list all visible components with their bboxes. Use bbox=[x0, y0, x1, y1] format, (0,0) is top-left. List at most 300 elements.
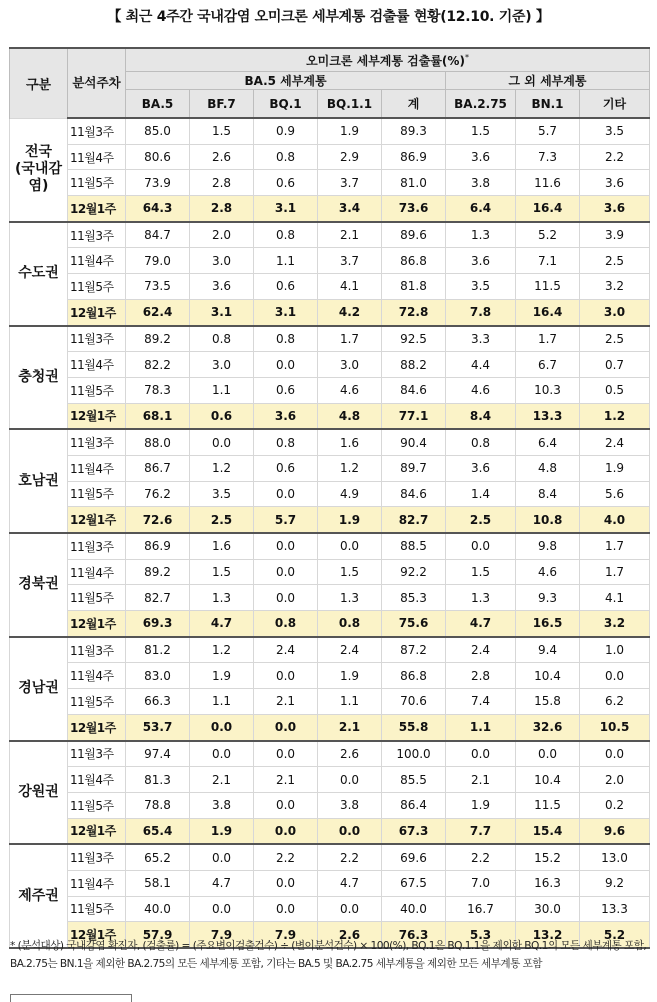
footnote: * (분석대상) 국내감염 확진자, (검출률) = (주요변이검출건수) ÷ (변이분석건수) × 100(%), BQ.1은 BQ.1.1을 제외한 BQ.1의 모든 세부계통 포함, BA.2.75는 BN.1을 제외한 BA.2.75의 모든 세부계통 포함, 기타는 BA.5 및 BA.2.75 세부계통을 제외한 모든 세부계통 포함 bbox=[10, 940, 647, 970]
value-cell: 4.8 bbox=[318, 403, 382, 429]
week-cell: 11월5주 bbox=[68, 585, 126, 611]
value-cell: 84.7 bbox=[126, 222, 190, 248]
value-cell: 7.7 bbox=[446, 818, 516, 844]
value-cell: 88.0 bbox=[126, 429, 190, 455]
value-cell: 0.0 bbox=[254, 818, 318, 844]
value-cell: 0.7 bbox=[580, 352, 650, 378]
value-cell: 85.5 bbox=[382, 767, 446, 793]
value-cell: 8.4 bbox=[446, 403, 516, 429]
value-cell: 7.9 bbox=[190, 922, 254, 948]
value-cell: 66.3 bbox=[126, 689, 190, 715]
table-row bbox=[10, 403, 650, 429]
value-cell: 1.7 bbox=[580, 533, 650, 559]
value-cell: 6.2 bbox=[580, 689, 650, 715]
value-cell: 58.1 bbox=[126, 870, 190, 896]
value-cell: 83.0 bbox=[126, 663, 190, 689]
value-cell: 3.4 bbox=[318, 196, 382, 222]
value-cell: 68.1 bbox=[126, 403, 190, 429]
value-cell: 2.5 bbox=[446, 507, 516, 533]
value-cell: 4.7 bbox=[318, 870, 382, 896]
value-cell: 80.6 bbox=[126, 144, 190, 170]
col-header-bq11: BQ.1.1 bbox=[318, 90, 382, 119]
value-cell: 7.3 bbox=[516, 144, 580, 170]
value-cell: 11.6 bbox=[516, 170, 580, 196]
value-cell: 0.0 bbox=[190, 741, 254, 767]
value-cell: 73.9 bbox=[126, 170, 190, 196]
value-cell: 87.2 bbox=[382, 637, 446, 663]
value-cell: 3.2 bbox=[580, 611, 650, 637]
table-row bbox=[10, 896, 650, 922]
value-cell: 0.6 bbox=[254, 274, 318, 300]
value-cell: 89.2 bbox=[126, 559, 190, 585]
table-row bbox=[10, 559, 650, 585]
value-cell: 0.0 bbox=[580, 741, 650, 767]
region-cell: 제주권 bbox=[10, 844, 68, 948]
value-cell: 0.6 bbox=[190, 403, 254, 429]
value-cell: 40.0 bbox=[126, 896, 190, 922]
value-cell: 1.3 bbox=[446, 222, 516, 248]
col-header-ba5: BA.5 bbox=[126, 90, 190, 119]
week-cell: 12월1주 bbox=[68, 403, 126, 429]
value-cell: 3.8 bbox=[190, 792, 254, 818]
value-cell: 2.2 bbox=[446, 844, 516, 870]
value-cell: 10.3 bbox=[516, 377, 580, 403]
table-title: 【 최근 4주간 국내감염 오미크론 세부계통 검출률 현황(12.10. 기준) 】 bbox=[107, 9, 550, 25]
value-cell: 1.9 bbox=[190, 663, 254, 689]
week-cell: 11월3주 bbox=[68, 222, 126, 248]
value-cell: 64.3 bbox=[126, 196, 190, 222]
region-cell: 경남권 bbox=[10, 637, 68, 741]
value-cell: 0.8 bbox=[254, 326, 318, 352]
value-cell: 1.9 bbox=[446, 792, 516, 818]
value-cell: 10.4 bbox=[516, 767, 580, 793]
value-cell: 1.5 bbox=[446, 559, 516, 585]
value-cell: 1.7 bbox=[580, 559, 650, 585]
value-cell: 9.8 bbox=[516, 533, 580, 559]
value-cell: 30.0 bbox=[516, 896, 580, 922]
value-cell: 4.7 bbox=[190, 611, 254, 637]
value-cell: 73.6 bbox=[382, 196, 446, 222]
value-cell: 89.3 bbox=[382, 118, 446, 144]
value-cell: 9.6 bbox=[580, 818, 650, 844]
value-cell: 62.4 bbox=[126, 299, 190, 325]
value-cell: 0.8 bbox=[254, 144, 318, 170]
value-cell: 0.0 bbox=[254, 741, 318, 767]
table-row bbox=[10, 248, 650, 274]
value-cell: 3.8 bbox=[318, 792, 382, 818]
value-cell: 16.3 bbox=[516, 870, 580, 896]
value-cell: 89.2 bbox=[126, 326, 190, 352]
value-cell: 3.7 bbox=[318, 170, 382, 196]
value-cell: 8.4 bbox=[516, 481, 580, 507]
value-cell: 1.3 bbox=[318, 585, 382, 611]
value-cell: 53.7 bbox=[126, 714, 190, 740]
value-cell: 86.4 bbox=[382, 792, 446, 818]
value-cell: 3.6 bbox=[446, 144, 516, 170]
value-cell: 0.0 bbox=[254, 481, 318, 507]
value-cell: 13.3 bbox=[580, 896, 650, 922]
value-cell: 11.5 bbox=[516, 274, 580, 300]
value-cell: 15.2 bbox=[516, 844, 580, 870]
value-cell: 82.2 bbox=[126, 352, 190, 378]
region-cell: 호남권 bbox=[10, 429, 68, 533]
value-cell: 2.4 bbox=[254, 637, 318, 663]
value-cell: 55.8 bbox=[382, 714, 446, 740]
value-cell: 16.4 bbox=[516, 196, 580, 222]
table-row bbox=[10, 818, 650, 844]
value-cell: 1.5 bbox=[318, 559, 382, 585]
value-cell: 85.3 bbox=[382, 585, 446, 611]
week-cell: 12월1주 bbox=[68, 818, 126, 844]
value-cell: 4.9 bbox=[318, 481, 382, 507]
value-cell: 92.2 bbox=[382, 559, 446, 585]
table-row bbox=[10, 481, 650, 507]
value-cell: 5.2 bbox=[516, 222, 580, 248]
value-cell: 32.6 bbox=[516, 714, 580, 740]
value-cell: 89.6 bbox=[382, 222, 446, 248]
value-cell: 100.0 bbox=[382, 741, 446, 767]
table-row bbox=[10, 118, 650, 144]
value-cell: 1.9 bbox=[318, 118, 382, 144]
value-cell: 1.2 bbox=[190, 637, 254, 663]
value-cell: 11.5 bbox=[516, 792, 580, 818]
value-cell: 0.0 bbox=[254, 870, 318, 896]
value-cell: 15.4 bbox=[516, 818, 580, 844]
table-row bbox=[10, 326, 650, 352]
region-cell: 전국 (국내감염) bbox=[10, 118, 68, 222]
region-cell: 수도권 bbox=[10, 222, 68, 326]
col-header-ba275: BA.2.75 bbox=[446, 90, 516, 119]
region-cell: 충청권 bbox=[10, 326, 68, 430]
col-header-total: 계 bbox=[382, 90, 446, 119]
value-cell: 3.0 bbox=[190, 248, 254, 274]
week-cell: 12월1주 bbox=[68, 714, 126, 740]
value-cell: 76.2 bbox=[126, 481, 190, 507]
table-row bbox=[10, 844, 650, 870]
value-cell: 7.4 bbox=[446, 689, 516, 715]
table-row bbox=[10, 637, 650, 663]
value-cell: 0.5 bbox=[580, 377, 650, 403]
value-cell: 97.4 bbox=[126, 741, 190, 767]
week-cell: 11월5주 bbox=[68, 792, 126, 818]
value-cell: 0.8 bbox=[254, 429, 318, 455]
week-cell: 12월1주 bbox=[68, 196, 126, 222]
value-cell: 1.5 bbox=[190, 559, 254, 585]
value-cell: 2.8 bbox=[190, 170, 254, 196]
value-cell: 2.1 bbox=[318, 222, 382, 248]
value-cell: 86.9 bbox=[126, 533, 190, 559]
value-cell: 1.6 bbox=[318, 429, 382, 455]
table-row bbox=[10, 689, 650, 715]
value-cell: 5.6 bbox=[580, 481, 650, 507]
value-cell: 16.4 bbox=[516, 299, 580, 325]
value-cell: 86.8 bbox=[382, 248, 446, 274]
week-cell: 11월3주 bbox=[68, 637, 126, 663]
week-cell: 12월1주 bbox=[68, 507, 126, 533]
value-cell: 3.6 bbox=[580, 196, 650, 222]
value-cell: 2.4 bbox=[580, 429, 650, 455]
value-cell: 65.4 bbox=[126, 818, 190, 844]
value-cell: 1.9 bbox=[580, 455, 650, 481]
value-cell: 1.5 bbox=[190, 118, 254, 144]
value-cell: 7.9 bbox=[254, 922, 318, 948]
table-row bbox=[10, 611, 650, 637]
value-cell: 2.6 bbox=[190, 144, 254, 170]
value-cell: 3.7 bbox=[318, 248, 382, 274]
value-cell: 2.4 bbox=[318, 637, 382, 663]
value-cell: 0.0 bbox=[446, 533, 516, 559]
value-cell: 0.0 bbox=[190, 714, 254, 740]
value-cell: 84.6 bbox=[382, 377, 446, 403]
value-cell: 3.1 bbox=[254, 299, 318, 325]
value-cell: 72.6 bbox=[126, 507, 190, 533]
value-cell: 79.0 bbox=[126, 248, 190, 274]
value-cell: 86.7 bbox=[126, 455, 190, 481]
value-cell: 1.1 bbox=[190, 689, 254, 715]
value-cell: 3.5 bbox=[190, 481, 254, 507]
col-header-bn1: BN.1 bbox=[516, 90, 580, 119]
col-header-bf7: BF.7 bbox=[190, 90, 254, 119]
value-cell: 0.6 bbox=[254, 455, 318, 481]
table-row bbox=[10, 299, 650, 325]
week-cell: 11월4주 bbox=[68, 559, 126, 585]
value-cell: 67.3 bbox=[382, 818, 446, 844]
value-cell: 57.9 bbox=[126, 922, 190, 948]
value-cell: 3.9 bbox=[580, 222, 650, 248]
value-cell: 3.0 bbox=[580, 299, 650, 325]
value-cell: 0.0 bbox=[318, 818, 382, 844]
value-cell: 4.6 bbox=[446, 377, 516, 403]
value-cell: 7.8 bbox=[446, 299, 516, 325]
value-cell: 4.0 bbox=[580, 507, 650, 533]
table-row bbox=[10, 533, 650, 559]
value-cell: 40.0 bbox=[382, 896, 446, 922]
value-cell: 0.8 bbox=[446, 429, 516, 455]
value-cell: 2.5 bbox=[190, 507, 254, 533]
region-header: 구분 bbox=[10, 48, 68, 118]
region-cell: 경북권 bbox=[10, 533, 68, 637]
value-cell: 5.2 bbox=[580, 922, 650, 948]
value-cell: 0.8 bbox=[318, 611, 382, 637]
value-cell: 0.0 bbox=[254, 663, 318, 689]
value-cell: 3.0 bbox=[318, 352, 382, 378]
value-cell: 1.2 bbox=[580, 403, 650, 429]
value-cell: 76.3 bbox=[382, 922, 446, 948]
value-cell: 2.9 bbox=[318, 144, 382, 170]
value-cell: 1.1 bbox=[254, 248, 318, 274]
col-header-bq1: BQ.1 bbox=[254, 90, 318, 119]
value-cell: 86.9 bbox=[382, 144, 446, 170]
value-cell: 2.2 bbox=[318, 844, 382, 870]
table-row bbox=[10, 507, 650, 533]
value-cell: 78.8 bbox=[126, 792, 190, 818]
value-cell: 1.5 bbox=[446, 118, 516, 144]
value-cell: 1.9 bbox=[190, 818, 254, 844]
value-cell: 3.6 bbox=[446, 455, 516, 481]
value-cell: 3.3 bbox=[446, 326, 516, 352]
value-cell: 2.1 bbox=[190, 767, 254, 793]
value-cell: 82.7 bbox=[126, 585, 190, 611]
value-cell: 5.7 bbox=[254, 507, 318, 533]
value-cell: 13.3 bbox=[516, 403, 580, 429]
value-cell: 69.6 bbox=[382, 844, 446, 870]
value-cell: 81.0 bbox=[382, 170, 446, 196]
value-cell: 1.2 bbox=[190, 455, 254, 481]
value-cell: 2.2 bbox=[254, 844, 318, 870]
table-body bbox=[10, 118, 650, 948]
value-cell: 5.7 bbox=[516, 118, 580, 144]
week-cell: 11월5주 bbox=[68, 481, 126, 507]
table-row bbox=[10, 870, 650, 896]
value-cell: 7.0 bbox=[446, 870, 516, 896]
value-cell: 0.0 bbox=[190, 896, 254, 922]
week-cell: 12월1주 bbox=[68, 299, 126, 325]
value-cell: 9.2 bbox=[580, 870, 650, 896]
week-cell: 11월4주 bbox=[68, 455, 126, 481]
value-cell: 0.9 bbox=[254, 118, 318, 144]
value-cell: 0.0 bbox=[318, 533, 382, 559]
table-row bbox=[10, 144, 650, 170]
value-cell: 10.4 bbox=[516, 663, 580, 689]
week-cell: 11월5주 bbox=[68, 274, 126, 300]
value-cell: 6.4 bbox=[446, 196, 516, 222]
week-cell: 11월3주 bbox=[68, 741, 126, 767]
week-cell: 11월4주 bbox=[68, 663, 126, 689]
week-cell: 11월5주 bbox=[68, 170, 126, 196]
value-cell: 3.8 bbox=[446, 170, 516, 196]
table-row bbox=[10, 585, 650, 611]
week-cell: 11월4주 bbox=[68, 144, 126, 170]
value-cell: 1.7 bbox=[516, 326, 580, 352]
value-cell: 0.2 bbox=[580, 792, 650, 818]
week-cell: 12월1주 bbox=[68, 922, 126, 948]
value-cell: 15.8 bbox=[516, 689, 580, 715]
table-row bbox=[10, 170, 650, 196]
table-row bbox=[10, 792, 650, 818]
table-row bbox=[10, 352, 650, 378]
value-cell: 65.2 bbox=[126, 844, 190, 870]
value-cell: 1.1 bbox=[446, 714, 516, 740]
value-cell: 78.3 bbox=[126, 377, 190, 403]
value-cell: 2.5 bbox=[580, 248, 650, 274]
value-cell: 2.8 bbox=[446, 663, 516, 689]
table-row bbox=[10, 767, 650, 793]
value-cell: 10.8 bbox=[516, 507, 580, 533]
value-cell: 0.0 bbox=[190, 844, 254, 870]
value-cell: 2.1 bbox=[254, 689, 318, 715]
value-cell: 6.4 bbox=[516, 429, 580, 455]
week-cell: 12월1주 bbox=[68, 611, 126, 637]
value-cell: 4.7 bbox=[446, 611, 516, 637]
value-cell: 1.3 bbox=[190, 585, 254, 611]
value-cell: 0.0 bbox=[190, 429, 254, 455]
value-cell: 4.6 bbox=[516, 559, 580, 585]
value-cell: 92.5 bbox=[382, 326, 446, 352]
value-cell: 9.4 bbox=[516, 637, 580, 663]
value-cell: 3.5 bbox=[580, 118, 650, 144]
value-cell: 1.4 bbox=[446, 481, 516, 507]
value-cell: 89.7 bbox=[382, 455, 446, 481]
value-cell: 1.9 bbox=[318, 507, 382, 533]
value-cell: 4.1 bbox=[318, 274, 382, 300]
table-row bbox=[10, 455, 650, 481]
value-cell: 73.5 bbox=[126, 274, 190, 300]
ba5-group-header: BA.5 세부계통 bbox=[126, 72, 446, 90]
value-cell: 4.4 bbox=[446, 352, 516, 378]
value-cell: 2.5 bbox=[580, 326, 650, 352]
value-cell: 2.6 bbox=[318, 922, 382, 948]
value-cell: 16.5 bbox=[516, 611, 580, 637]
value-cell: 3.2 bbox=[580, 274, 650, 300]
table-row bbox=[10, 429, 650, 455]
value-cell: 3.5 bbox=[446, 274, 516, 300]
value-cell: 3.1 bbox=[190, 299, 254, 325]
week-cell: 11월3주 bbox=[68, 326, 126, 352]
value-cell: 4.7 bbox=[190, 870, 254, 896]
value-cell: 3.6 bbox=[190, 274, 254, 300]
week-cell: 11월5주 bbox=[68, 896, 126, 922]
value-cell: 0.0 bbox=[254, 352, 318, 378]
week-cell: 11월5주 bbox=[68, 689, 126, 715]
value-cell: 0.8 bbox=[254, 222, 318, 248]
value-cell: 1.0 bbox=[580, 637, 650, 663]
value-cell: 7.1 bbox=[516, 248, 580, 274]
week-cell: 11월3주 bbox=[68, 533, 126, 559]
week-cell: 11월4주 bbox=[68, 352, 126, 378]
value-cell: 1.1 bbox=[318, 689, 382, 715]
value-cell: 0.0 bbox=[254, 714, 318, 740]
value-cell: 72.8 bbox=[382, 299, 446, 325]
value-cell: 4.1 bbox=[580, 585, 650, 611]
value-cell: 82.7 bbox=[382, 507, 446, 533]
value-cell: 81.3 bbox=[126, 767, 190, 793]
value-cell: 0.0 bbox=[254, 896, 318, 922]
value-cell: 84.6 bbox=[382, 481, 446, 507]
value-cell: 6.7 bbox=[516, 352, 580, 378]
omicron-detection-table bbox=[9, 47, 650, 949]
value-cell: 1.6 bbox=[190, 533, 254, 559]
value-cell: 0.8 bbox=[254, 611, 318, 637]
table-row bbox=[10, 741, 650, 767]
week-header: 분석주차 bbox=[68, 48, 126, 118]
table-row bbox=[10, 222, 650, 248]
value-cell: 10.5 bbox=[580, 714, 650, 740]
value-cell: 2.1 bbox=[254, 767, 318, 793]
value-cell: 4.2 bbox=[318, 299, 382, 325]
week-cell: 11월5주 bbox=[68, 377, 126, 403]
value-cell: 2.8 bbox=[190, 196, 254, 222]
value-cell: 3.6 bbox=[254, 403, 318, 429]
value-cell: 1.7 bbox=[318, 326, 382, 352]
table-row bbox=[10, 663, 650, 689]
value-cell: 4.6 bbox=[318, 377, 382, 403]
value-cell: 0.0 bbox=[254, 585, 318, 611]
value-cell: 88.2 bbox=[382, 352, 446, 378]
week-cell: 11월3주 bbox=[68, 844, 126, 870]
value-cell: 70.6 bbox=[382, 689, 446, 715]
value-cell: 1.2 bbox=[318, 455, 382, 481]
value-cell: 2.0 bbox=[190, 222, 254, 248]
value-cell: 2.1 bbox=[446, 767, 516, 793]
value-cell: 16.7 bbox=[446, 896, 516, 922]
value-cell: 75.6 bbox=[382, 611, 446, 637]
value-cell: 88.5 bbox=[382, 533, 446, 559]
value-cell: 1.1 bbox=[190, 377, 254, 403]
value-cell: 0.0 bbox=[516, 741, 580, 767]
table-row bbox=[10, 714, 650, 740]
value-cell: 81.8 bbox=[382, 274, 446, 300]
value-cell: 4.8 bbox=[516, 455, 580, 481]
